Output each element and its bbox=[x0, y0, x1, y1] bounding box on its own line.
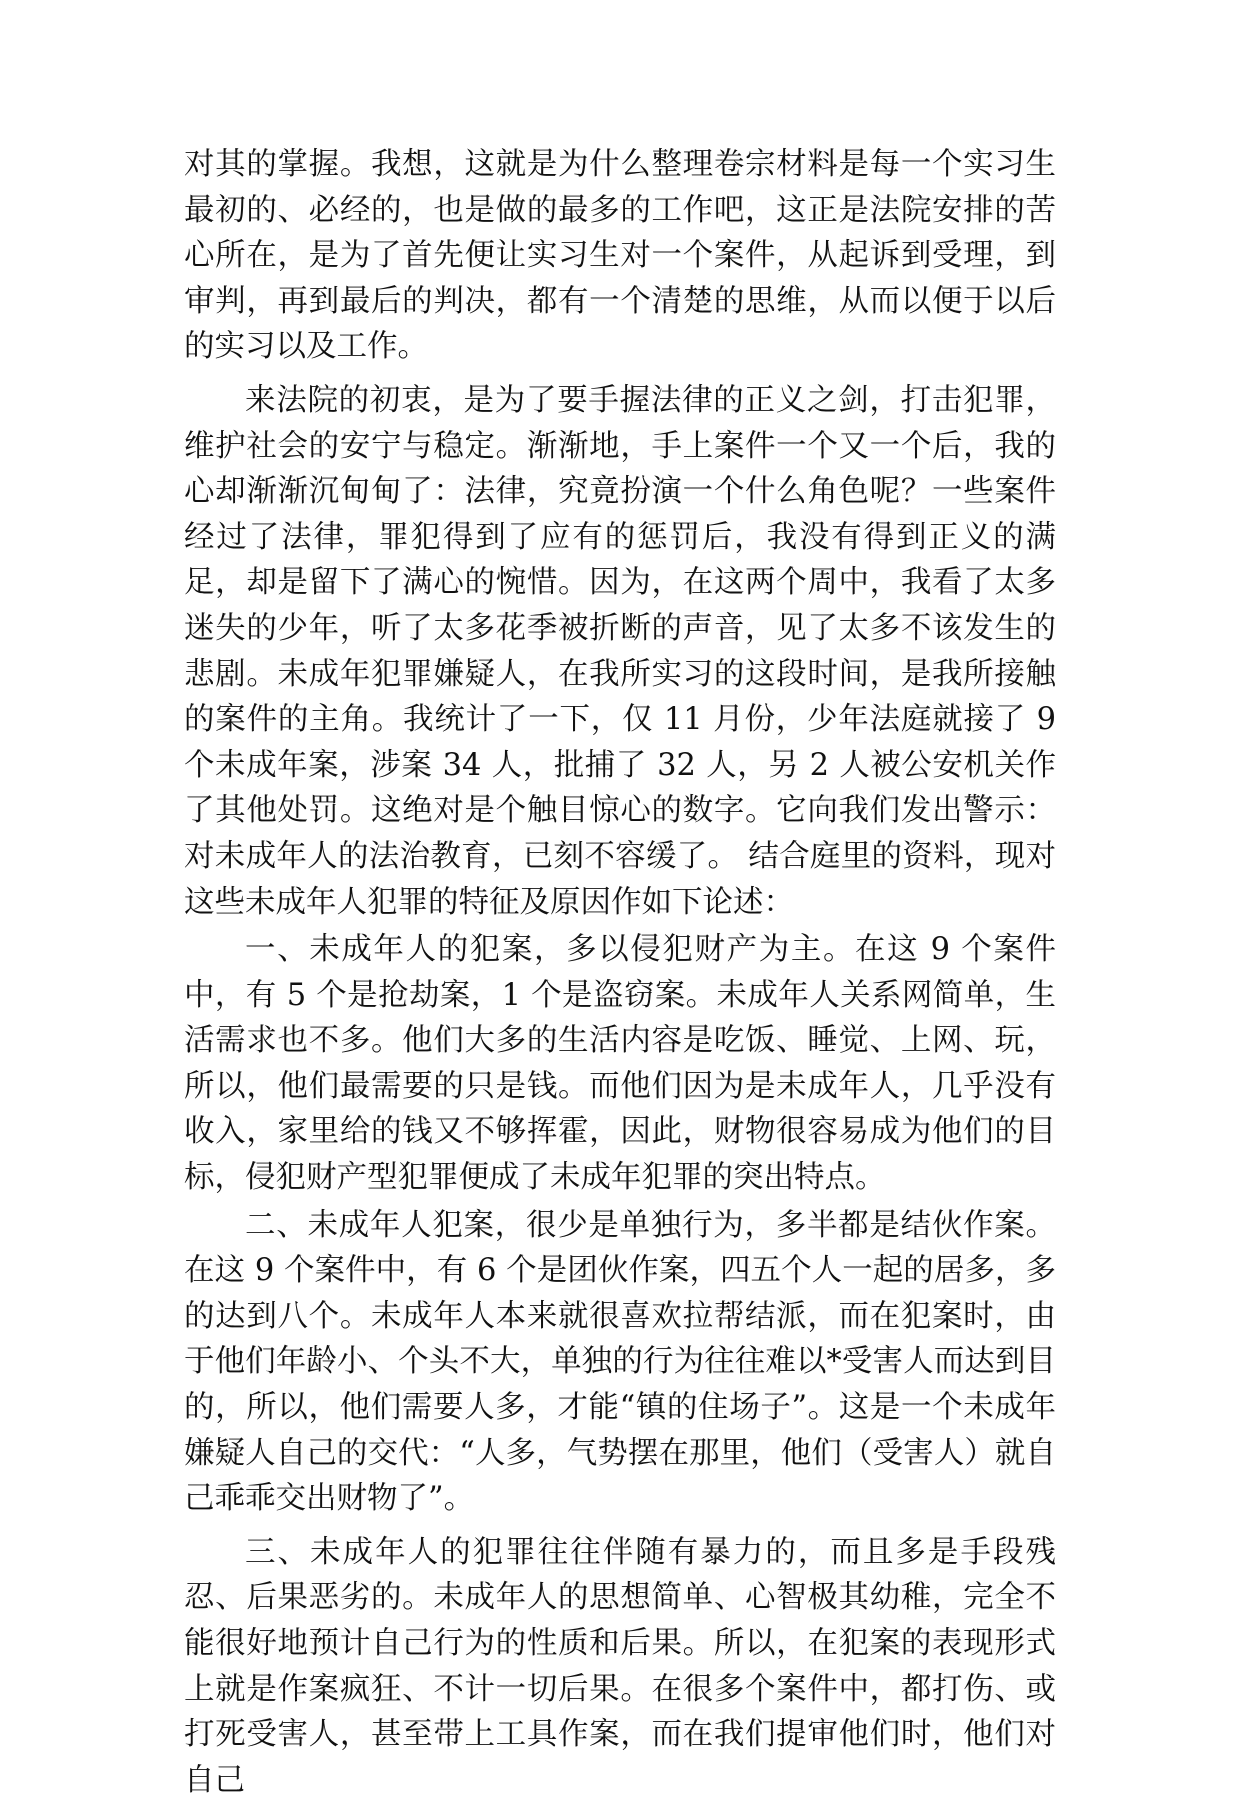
paragraph-point-three: 三、未成年人的犯罪往往伴随有暴力的，而且多是手段残忍、后果恶劣的。未成年人的思想简单、心智极其幼稚，完全不能很好地预计自己行为的性质和后果。所以，在犯案的表现形式上就是作案疯狂、不计一切后果。在很多个案件中，都打伤、或打死受害人，甚至带上工具作案，而在我们提审他们时，他们对自己 bbox=[184, 1534, 1056, 1798]
document-page bbox=[184, 142, 1056, 1803]
paragraph-intro: 对其的掌握。我想，这就是为什么整理卷宗材料是每一个实习生最初的、必经的，也是做的最多的工作吧，这正是法院安排的苦心所在，是为了首先便让实习生对一个案件，从起诉到受理，到审判，再到最后的判决，都有一个清楚的思维，从而以便于以后的实习以及工作。 bbox=[184, 147, 1056, 365]
paragraph-minor-crime-overview: 来法院的初衷，是为了要手握法律的正义之剑，打击犯罪，维护社会的安宁与稳定。渐渐地，手上案件一个又一个后，我的心却渐渐沉甸甸了：法律，究竟扮演一个什么角色呢？一些案件经过了法律，罪犯得到了应有的惩罚后，我没有得到正义的满足，却是留下了满心的惋惜。因为，在这两个周中，我看了太多迷失的少年，听了太多花季被折断的声音，见了太多不该发生的悲剧。未成年犯罪嫌疑人，在我所实习的这段时间，是我所接触的案件的主角。我统计了一下，仅 11 月份，少年法庭就接了 9 个未成年案，涉案 34 人，批捕了 32 人，另 2 人被公安机关作了其他处罚。这绝对是个触目惊心的数字。它向我们发出警示：对未成年人的法治教育，已刻不容缓了。 结合庭里的资料，现对这些未成年人犯罪的特征及原因作如下论述： bbox=[184, 382, 1056, 920]
paragraph-point-one: 一、未成年人的犯案，多以侵犯财产为主。在这 9 个案件中，有 5 个是抢劫案，1 个是盗窃案。未成年人关系网简单，生活需求也不多。他们大多的生活内容是吃饭、睡觉、上网、玩，所以，他们最需要的只是钱。而他们因为是未成年人，几乎没有收入，家里给的钱又不够挥霍，因此，财物很容易成为他们的目标，侵犯财产型犯罪便成了未成年犯罪的突出特点。 bbox=[184, 932, 1056, 1196]
paragraph-point-two: 二、未成年人犯案，很少是单独行为，多半都是结伙作案。在这 9 个案件中，有 6 个是团伙作案，四五个人一起的居多，多的达到八个。未成年人本来就很喜欢拉帮结派，而在犯案时，由于他们年龄小、个头不大，单独的行为往往难以*受害人而达到目的，所以，他们需要人多，才能“镇的住场子”。这是一个未成年嫌疑人自己的交代：“人多，气势摆在那里，他们（受害人）就自己乖乖交出财物了”。 bbox=[184, 1207, 1056, 1517]
